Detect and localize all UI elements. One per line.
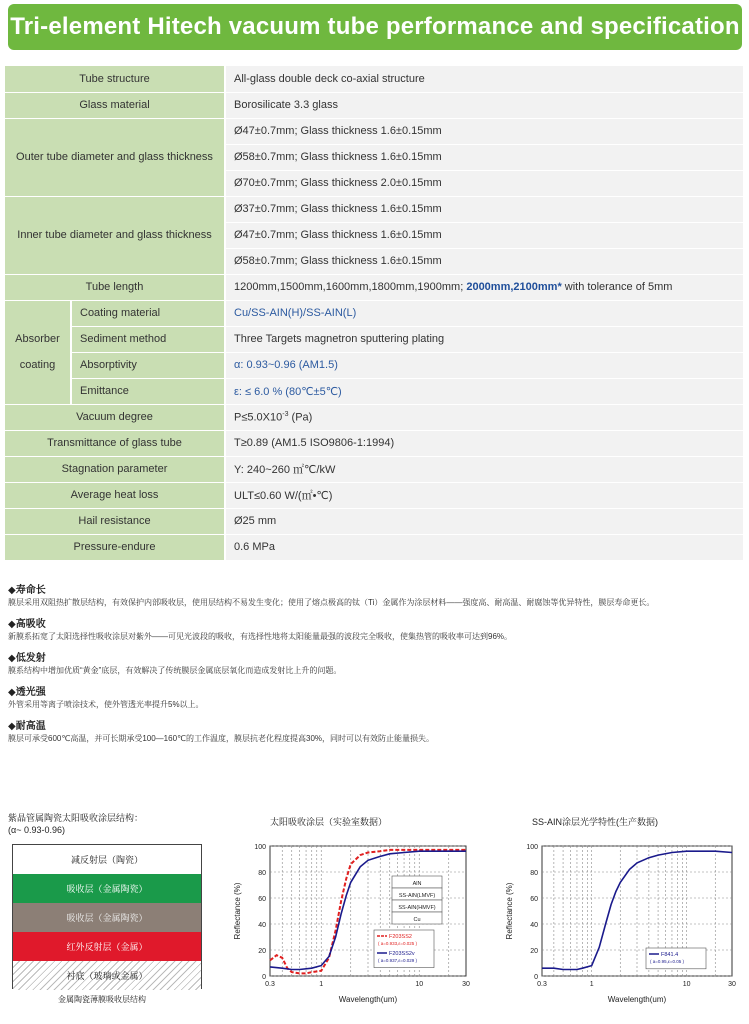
- spec-label: Emittance: [71, 378, 225, 404]
- x-tick-label: 0.3: [537, 981, 547, 988]
- table-row: [5, 508, 743, 534]
- diagram-title: 紫晶管属陶瓷太阳吸收涂层结构：: [8, 813, 144, 823]
- table-row: [5, 66, 743, 92]
- spec-table: [5, 66, 743, 561]
- spec-value: Cu/SS-AIN(H)/SS-AIN(L): [225, 300, 743, 326]
- tube-length-highlight: 2000mm,2100mm*: [466, 281, 562, 293]
- spec-label: Tube structure: [5, 66, 225, 92]
- spec-value: Ø25 mm: [225, 508, 743, 534]
- note-item: [8, 585, 738, 609]
- diagram-subtitle: (α~ 0.93-0.96): [8, 825, 65, 835]
- spec-label: Pressure-endure: [5, 534, 225, 560]
- spec-value: T≥0.89 (AM1.5 ISO9806-1:1994): [225, 430, 743, 456]
- spec-value: [225, 404, 743, 430]
- y-axis-label: Reflectance (%): [233, 882, 242, 940]
- spec-value: ε: ≤ 6.0 % (80℃±5℃): [225, 378, 743, 404]
- layer-stack: [12, 844, 202, 989]
- spec-value: Y: 240~260 ㎡℃/kW: [225, 456, 743, 482]
- spec-label: Transmittance of glass tube: [5, 430, 225, 456]
- spec-value: ULT≤0.60 W/(㎡•℃): [225, 482, 743, 508]
- coating-structure-diagram: [8, 812, 208, 1004]
- table-row: [5, 482, 743, 508]
- x-tick-label: 0.3: [265, 981, 275, 988]
- vacuum-exponent: -3: [282, 410, 289, 418]
- reflectance-chart-production: [500, 830, 745, 1020]
- spec-label: Stagnation parameter: [5, 456, 225, 482]
- spec-label: Average heat loss: [5, 482, 225, 508]
- x-tick-label: 1: [319, 981, 324, 988]
- absorber-label-a: Absorber: [15, 333, 60, 345]
- spec-value: Ø37±0.7mm; Glass thickness 1.6±0.15mm: [225, 196, 743, 222]
- note-item: [8, 619, 738, 643]
- series-legend-name: F203SS2: [389, 934, 412, 940]
- note-heading: ◆低发射: [8, 653, 46, 664]
- note-item: [8, 721, 738, 745]
- x-axis-label: Wavelength(um): [338, 995, 398, 1004]
- spec-label: Hail resistance: [5, 508, 225, 534]
- table-row: [5, 430, 743, 456]
- y-tick-label: 60: [258, 896, 266, 903]
- y-tick-label: 40: [530, 922, 538, 929]
- table-row: [5, 456, 743, 482]
- table-row: [5, 534, 743, 560]
- reflectance-chart-lab: [228, 830, 478, 1020]
- spec-value: [225, 274, 743, 300]
- table-row: [5, 404, 743, 430]
- y-tick-label: 0: [534, 974, 538, 981]
- series-legend-name: F841.4: [661, 952, 679, 958]
- x-tick-label: 10: [682, 981, 691, 988]
- legend-entry: SS-AlN(LMVF): [398, 893, 436, 899]
- legend-entry: SS-AlN(HMVF): [398, 905, 436, 911]
- y-tick-label: 40: [258, 922, 266, 929]
- note-item: [8, 687, 738, 711]
- y-tick-label: 60: [530, 896, 538, 903]
- y-tick-label: 80: [530, 870, 538, 877]
- note-heading: ◆耐高温: [8, 721, 46, 732]
- table-row: [5, 352, 743, 378]
- legend-entry: Cu: [413, 917, 421, 923]
- y-tick-label: 20: [530, 948, 538, 955]
- note-heading: ◆寿命长: [8, 585, 46, 596]
- note-heading: ◆高吸收: [8, 619, 46, 630]
- vacuum-value: P≤5.0X10: [234, 411, 283, 424]
- table-row: [5, 196, 743, 222]
- table-row: [5, 326, 743, 352]
- feature-notes: [8, 585, 738, 755]
- spec-value: All-glass double deck co-axial structure: [225, 66, 743, 92]
- series-legend-note: ( a=0.937,ε=0.029 ): [378, 958, 418, 963]
- tube-length-tolerance: with tolerance of 5mm: [561, 281, 673, 293]
- spec-value: Ø70±0.7mm; Glass thickness 2.0±0.15mm: [225, 170, 743, 196]
- spec-value: 0.6 MPa: [225, 534, 743, 560]
- layer-antireflection: 减反射层（陶瓷）: [13, 845, 201, 874]
- layer-absorber-1: 吸收层（金属陶瓷）: [13, 874, 201, 903]
- chart1-title: 太阳吸收涂层（实验室数据）: [270, 817, 388, 827]
- table-row: [5, 92, 743, 118]
- series-legend-note: ( a=0.95,ε=0.05 ): [650, 959, 685, 964]
- table-row: [5, 118, 743, 144]
- y-tick-label: 80: [258, 870, 266, 877]
- note-heading: ◆透光强: [8, 687, 46, 698]
- y-tick-label: 0: [262, 974, 266, 981]
- layer-absorber-2: 吸收层（金属陶瓷）: [13, 903, 201, 932]
- spec-value: Ø47±0.7mm; Glass thickness 1.6±0.15mm: [225, 118, 743, 144]
- table-row: [5, 274, 743, 300]
- note-text: 膜层可承受600℃高温，并可长期承受100—160℃的工作温度，膜层抗老化程度提高30%，同时可以有效防止能量损失。: [8, 734, 435, 743]
- spec-value: Ø58±0.7mm; Glass thickness 1.6±0.15mm: [225, 144, 743, 170]
- table-row: [5, 300, 743, 326]
- absorber-label-b: coating: [19, 359, 56, 371]
- layer-ir-reflector: 红外反射层（金属）: [13, 932, 201, 961]
- absorber-coating-label: [5, 300, 71, 404]
- spec-value: Three Targets magnetron sputtering plating: [225, 326, 743, 352]
- chart2-title: SS-AIN涂层光学特性(生产数据): [532, 817, 659, 827]
- x-tick-label: 10: [415, 981, 424, 988]
- x-tick-label: 1: [589, 981, 594, 988]
- vacuum-unit: (Pa): [288, 411, 313, 424]
- spec-label: Outer tube diameter and glass thickness: [5, 118, 225, 196]
- note-text: 新膜系拓宽了太阳选择性吸收涂层对紫外——可见光波段的吸收，有选择性地将太阳能量最强的波段完全吸收，使集热管的吸收率可达到96%。: [8, 632, 513, 641]
- legend-entry: AlN: [412, 881, 422, 887]
- spec-label: Tube length: [5, 274, 225, 300]
- page-title: Tri-element Hitech vacuum tube performance and specification: [8, 4, 742, 50]
- diagram-caption: 金属陶瓷薄膜吸收层结构: [58, 995, 146, 1004]
- x-tick-label: 30: [728, 981, 736, 988]
- note-text: 膜系结构中增加优质“黄金”底层，有效解决了传统膜层金属底层氧化而造成发射比上升的问题。: [8, 666, 342, 675]
- y-tick-label: 20: [258, 948, 266, 955]
- layer-substrate: 衬底（玻璃或金属）: [13, 961, 201, 990]
- tube-length-values: 1200mm,1500mm,1600mm,1800mm,1900mm;: [234, 281, 467, 293]
- spec-label: Coating material: [71, 300, 225, 326]
- note-item: [8, 653, 738, 677]
- spec-label: Vacuum degree: [5, 404, 225, 430]
- spec-value: Ø47±0.7mm; Glass thickness 1.6±0.15mm: [225, 222, 743, 248]
- y-tick-label: 100: [526, 844, 538, 851]
- spec-value: Borosilicate 3.3 glass: [225, 92, 743, 118]
- spec-label: Glass material: [5, 92, 225, 118]
- series-legend-note: ( a=0.933,ε=0.025 ): [378, 941, 418, 946]
- note-text: 外管采用等离子喷涂技术，使外管透光率提升5%以上。: [8, 700, 204, 709]
- y-tick-label: 100: [254, 844, 266, 851]
- table-row: [5, 378, 743, 404]
- spec-label: Inner tube diameter and glass thickness: [5, 196, 225, 274]
- spec-value: Ø58±0.7mm; Glass thickness 1.6±0.15mm: [225, 248, 743, 274]
- note-text: 膜层采用双阻热扩散层结构，有效保护内部吸收层，使用层结构不易发生变化；使用了熔点极高的钛（Ti）金属作为涂层材料——强度高、耐高温、耐腐蚀等优异特性，膜层寿命更长。: [8, 598, 655, 607]
- spec-label: Absorptivity: [71, 352, 225, 378]
- x-axis-label: Wavelength(um): [607, 995, 667, 1004]
- y-axis-label: Reflectance (%): [505, 882, 514, 940]
- spec-label: Sediment method: [71, 326, 225, 352]
- spec-value: α: 0.93~0.96 (AM1.5): [225, 352, 743, 378]
- series-legend-name: F203SS2v: [389, 951, 415, 957]
- x-tick-label: 30: [462, 981, 470, 988]
